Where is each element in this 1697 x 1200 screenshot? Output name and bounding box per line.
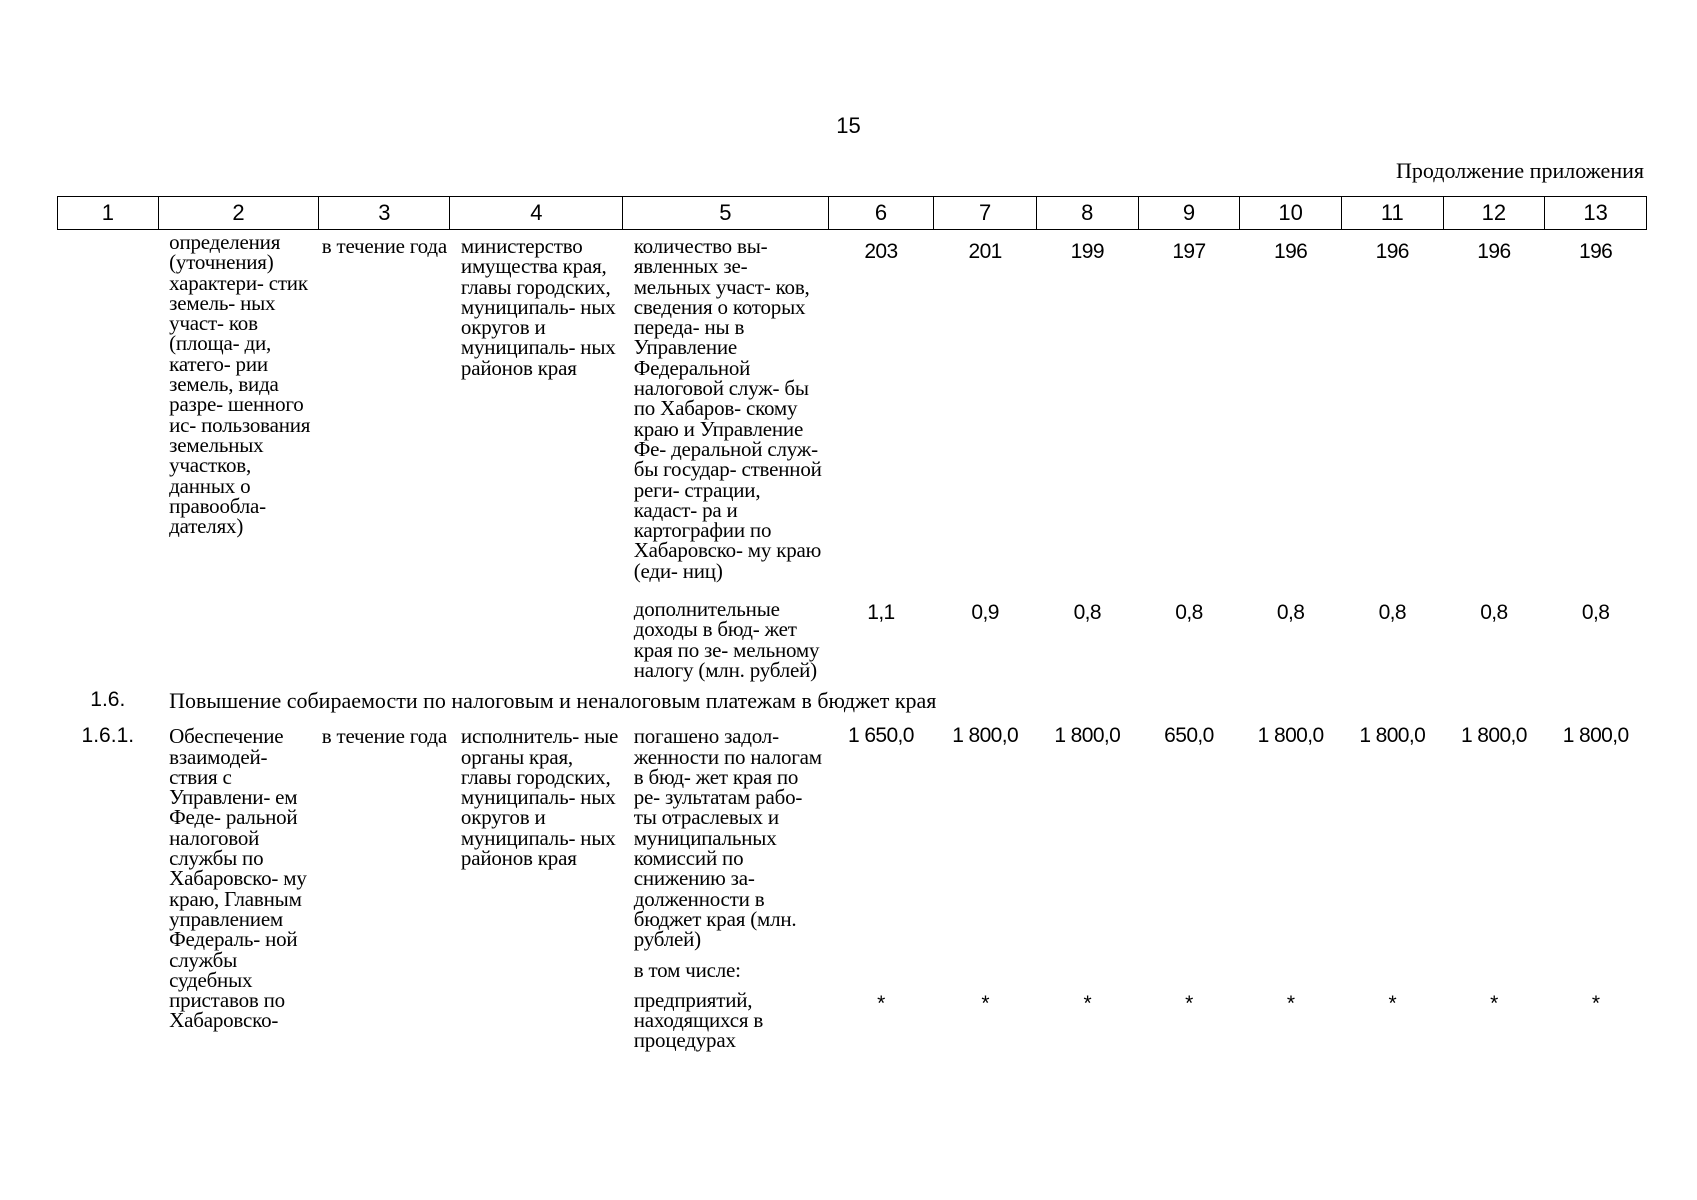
row-number: [58, 230, 159, 600]
value-cell: 1 650,0: [848, 724, 914, 748]
row-number: 1.6.1.: [81, 724, 135, 748]
value-cell: 1 800,0: [1562, 724, 1629, 748]
value-cell: 0,8: [1378, 601, 1406, 625]
program-table: [57, 196, 1647, 1051]
value-cell: 196: [1375, 240, 1409, 263]
responsible-executors: исполнитель- ные органы края, главы городских, муниципаль- ных округов и муниципаль- ных районов края: [460, 724, 619, 871]
header-cell: 7: [934, 197, 1037, 230]
value-cell: 650,0: [1164, 724, 1214, 748]
value-cell: *: [1490, 991, 1498, 1015]
header-cell: 8: [1036, 197, 1138, 230]
header-cell: 6: [828, 197, 934, 230]
indicator-name: количество вы- явленных зе- мельных участ- ков, сведения о которых переда- ны в Управление Федеральной налоговой служ- бы по Хабаров- скому краю и Управление Фе- деральной служ- бы государ- ственной реги- страции, кадаст- ра и картографии по Хабаровско- му краю (еди- ниц): [633, 234, 822, 583]
empty-values: [828, 960, 1646, 990]
including-label: в том числе:: [633, 957, 741, 982]
value-cell: *: [1388, 991, 1397, 1015]
value-cell: 1 800,0: [1359, 724, 1426, 748]
value-cell: *: [1286, 991, 1295, 1015]
value-cell: 1 800,0: [1054, 724, 1121, 748]
value-cell: 1 800,0: [952, 724, 1019, 748]
value-cell: 0,8: [1480, 601, 1508, 625]
value-cell: 0,9: [971, 601, 999, 625]
value-cell: 196: [1579, 240, 1613, 263]
value-cell: 197: [1172, 240, 1206, 263]
row-number: [58, 599, 159, 686]
indicator-name: дополнительные доходы в бюд- жет края по зе- мельному налогу (млн. рублей): [633, 597, 820, 682]
section-row: [58, 686, 1647, 720]
value-cell: 1 800,0: [1460, 724, 1527, 748]
header-cell: 5: [623, 197, 828, 230]
value-cell: 0,8: [1175, 601, 1203, 625]
header-cell: 13: [1545, 197, 1647, 230]
value-cell: *: [981, 991, 989, 1015]
value-cell: 1,1: [867, 601, 895, 625]
indicator-name: погашено задол- женности по налогам в бюд- жет края по ре- зультатам рабо- ты отраслевых и муниципальных комиссий по снижению за- долженности в бюджет края (млн. рублей): [633, 724, 822, 952]
header-cell: 1: [58, 197, 159, 230]
header-cell: 11: [1341, 197, 1443, 230]
indicator-name: предприятий, находящихся в процедурах: [633, 987, 764, 1053]
value-cell: *: [877, 991, 885, 1015]
header-cell: 10: [1240, 197, 1342, 230]
measure-description: Обеспечение взаимодей- ствия с Управлени- ем Феде- ральной налоговой службы по Хабаровско- му краю, Главным управлением Федераль- ной службы судебных приставов по Хабаровско-: [169, 724, 307, 1033]
page-number: 15: [836, 113, 861, 138]
value-cell: 1 800,0: [1257, 724, 1324, 748]
value-cell: 199: [1070, 240, 1104, 263]
section-number: 1.6.: [90, 688, 126, 712]
value-cell: 0,8: [1581, 601, 1610, 625]
value-cell: *: [1591, 991, 1600, 1015]
header-cell: 3: [319, 197, 450, 230]
deadline: в течение года: [321, 234, 447, 258]
responsible-executors: министерство имущества края, главы городских, муниципаль- ных округов и муниципаль- ных районов края: [460, 234, 616, 380]
section-title: Повышение собираемости по налоговым и неналоговым платежам в бюджет края: [169, 688, 937, 714]
value-cell: 0,8: [1276, 601, 1305, 625]
measure-description: определения (уточнения) характери- стик земель- ных участ- ков (площа- ди, катего- рии земель, вида разре- шенного ис- пользования земельных участков, данных о правообла- дателях): [169, 230, 311, 539]
deadline: в течение года: [321, 724, 447, 749]
header-row: [58, 197, 1647, 230]
table-row: [58, 720, 1647, 959]
value-cell: *: [1083, 991, 1092, 1015]
value-cell: 196: [1273, 240, 1308, 263]
header-cell: 4: [450, 197, 623, 230]
value-cell: 203: [864, 240, 898, 263]
table-row: [58, 230, 1647, 600]
header-cell: 9: [1138, 197, 1240, 230]
value-cell: 201: [968, 240, 1002, 263]
value-cell: 0,8: [1073, 601, 1101, 625]
header-cell: 12: [1443, 197, 1545, 230]
value-cell: 196: [1477, 240, 1511, 263]
value-cell: *: [1185, 991, 1193, 1015]
continuation-label: Продолжение приложения: [1396, 158, 1644, 183]
header-cell: 2: [158, 197, 319, 230]
